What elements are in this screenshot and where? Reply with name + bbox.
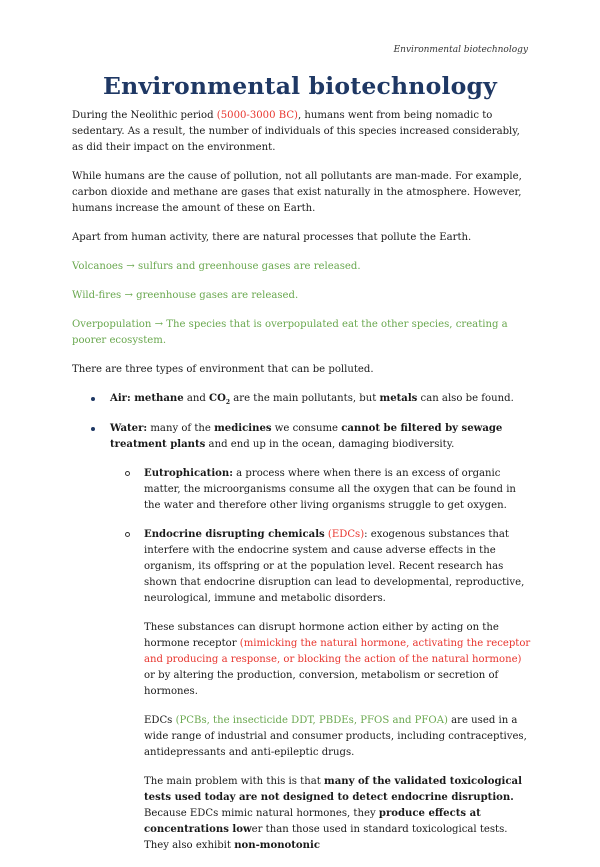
text: : exogenous substances that interfere with the endocrine system and cause adverse effects in the organism, its offspring or at the population level. Recent research has shown that endocrine disruption can lead to developmental, reproductive, neurological, immune and metabolic disorders. [144, 529, 525, 605]
page-title: Environmental biotechnology [103, 72, 497, 100]
date-range-highlight: (5000-3000 BC) [216, 110, 298, 121]
text: can also be found. [417, 393, 514, 404]
paragraph-natural-processes: Apart from human activity, there are natural processes that pollute the Earth. [72, 232, 472, 243]
document-body [72, 108, 532, 867]
overpopulation-text: The species that is overpopulated eat the other species, creating a poorer ecosystem. [72, 319, 508, 346]
edc-abbrev: (EDCs) [324, 529, 365, 541]
paragraph-pollution: While humans are the cause of pollution, not all pollutants are man-made. For example, carbon dioxide and methane are gases that exist naturally in the atmosphere. However, humans increase the amount of these on Earth. [72, 171, 522, 214]
paragraph-edc-problem [144, 774, 532, 854]
mechanism-highlight: (mimicking the natural hormone, activating the receptor and producing a response, or blocking the action of the natural hormone) [144, 638, 531, 666]
text: are the main pollutants, but [230, 393, 380, 404]
text: er than those used in standard toxicological tests. They also exhibit [144, 824, 508, 852]
paragraph-environments: There are three types of environment that can be polluted. [72, 364, 374, 375]
text: CO [209, 393, 226, 404]
metals-term: metals [379, 393, 418, 404]
overpopulation-line [72, 317, 532, 349]
examples-highlight: (PCBs, the insecticide DDT, PBDEs, PFOS and PFOA) [175, 715, 448, 727]
text: Because EDCs mimic natural hormones, they [144, 808, 379, 820]
running-header: Environmental biotechnology [393, 45, 528, 55]
co2-term [209, 393, 231, 407]
bold-text: produce effects at concentrations low [144, 808, 481, 836]
text: These substances can disrupt hormone action either by acting on the hormone receptor [144, 622, 499, 650]
paragraph-edc-action [144, 620, 532, 700]
bold-text: many of the validated toxicological tests used today are not designed to detect endocrine disruption. [144, 776, 522, 804]
methane-term: methane [134, 393, 184, 404]
wildfires-line: Wild-fires → greenhouse gases are released. [72, 290, 299, 301]
text: or by altering the production, conversion, metabolism or secretion of hormones. [144, 670, 499, 698]
sewage-term: cannot be filtered by sewage treatment plants [110, 423, 503, 451]
text: The main problem with this is that [144, 776, 325, 788]
overpopulation-label: Overpopulation → [72, 319, 167, 330]
text: and [183, 393, 210, 404]
text: are used in a wide range of industrial and consumer products, including contraceptives, antidepressants and anti-epileptic drugs. [144, 715, 527, 759]
text: and end up in the ocean, damaging biodiversity. [205, 439, 455, 451]
bold-text: non-monotonic [234, 840, 320, 852]
list-item-water [72, 421, 532, 854]
text: many of the [147, 423, 215, 435]
water-sublist [110, 466, 532, 854]
list-item-edc [110, 527, 532, 854]
paragraph-neolithic [72, 108, 532, 156]
environment-list [72, 391, 532, 854]
text: During the Neolithic period [72, 110, 217, 121]
air-label: Air: [110, 393, 135, 404]
list-item-air [72, 391, 532, 411]
text: , humans went from being nomadic to sedentary. As a result, the number of individuals of this species increased considerably, as did their impact on the environment. [72, 110, 520, 153]
subscript: 2 [225, 399, 231, 407]
volcanoes-line: Volcanoes → sulfurs and greenhouse gases are released. [72, 261, 361, 272]
medicines-term: medicines [214, 423, 272, 435]
edc-label: Endocrine disrupting chemicals [144, 529, 325, 541]
eutrophication-label: Eutrophication: [144, 468, 233, 480]
text: we consume [271, 423, 342, 435]
paragraph-edc-examples [144, 713, 532, 761]
list-item-eutrophication [110, 466, 532, 514]
text: a process where when there is an excess of organic matter, the microorganisms consume all the oxygen that can be found in the water and therefore other living organisms struggle to get oxygen. [144, 468, 516, 512]
text: EDCs [144, 715, 176, 727]
water-label: Water: [110, 423, 148, 435]
